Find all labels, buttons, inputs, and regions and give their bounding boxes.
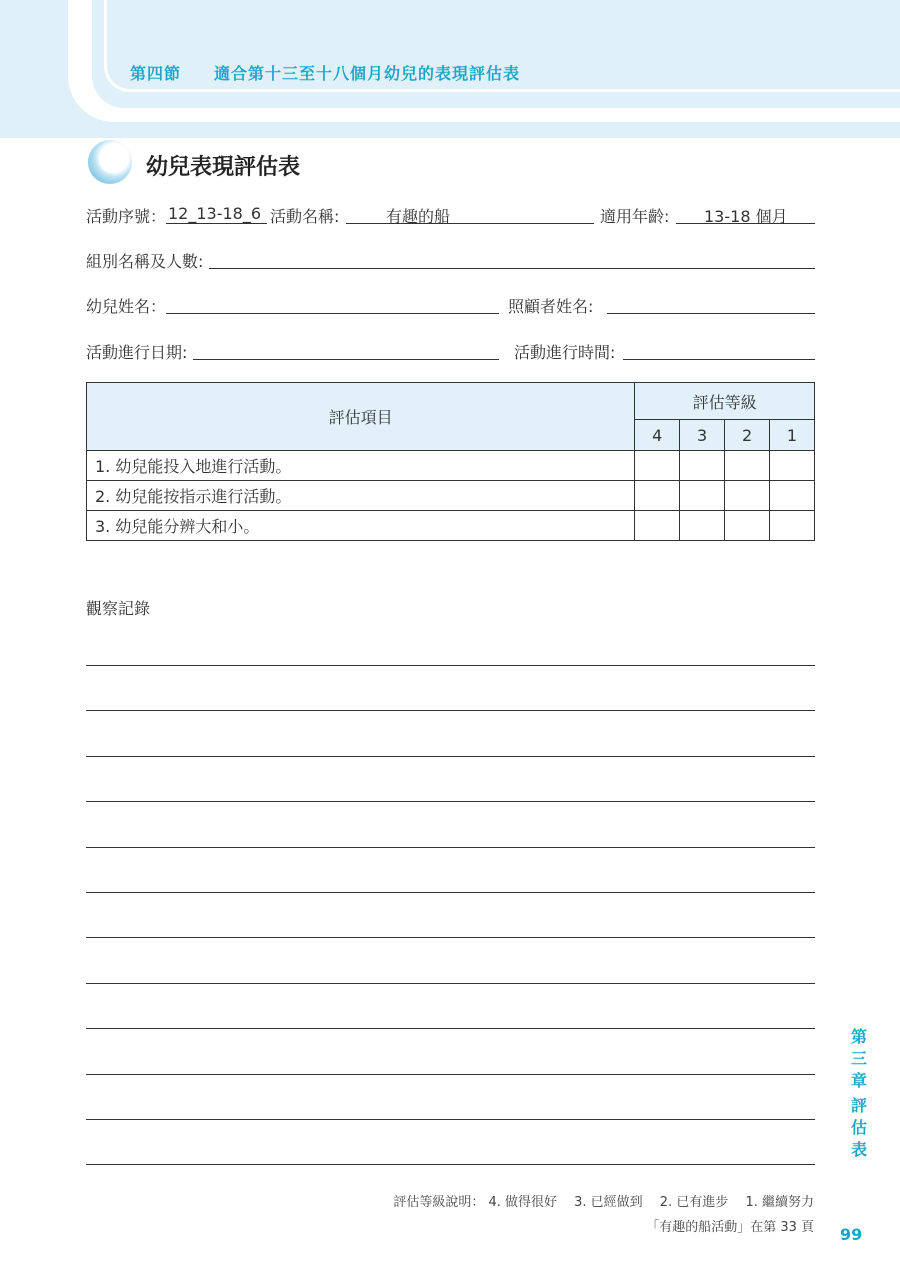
- grade-cell[interactable]: [770, 481, 815, 511]
- observation-line[interactable]: [86, 983, 815, 984]
- grade-4-header: 4: [635, 420, 680, 451]
- time-label: 活動進行時間:: [514, 343, 616, 362]
- age-field[interactable]: 13-18 個月: [676, 204, 815, 224]
- bubble-highlight: [99, 147, 125, 173]
- group-label: 組別名稱及人數:: [86, 252, 204, 271]
- section-label: 第四節: [130, 64, 182, 83]
- item-2: 2. 幼兒能按指示進行活動。: [87, 481, 635, 511]
- observation-line[interactable]: [86, 1028, 815, 1029]
- group-field[interactable]: [209, 249, 815, 269]
- item-3: 3. 幼兒能分辨大和小。: [87, 511, 635, 541]
- activity-no-field[interactable]: 12_13-18_6: [166, 204, 267, 224]
- grade-legend: 評估等級說明： 4. 做得很好 3. 已經做到 2. 已有進步 1. 繼續努力: [393, 1195, 814, 1210]
- grade-1-header: 1: [770, 420, 815, 451]
- grade-cell[interactable]: [725, 451, 770, 481]
- section-title: 適合第十三至十八個月幼兒的表現評估表: [214, 64, 521, 83]
- table-row: [87, 481, 815, 511]
- observation-line[interactable]: [86, 1164, 815, 1165]
- topic-char: 表: [850, 1140, 867, 1159]
- activity-name-field[interactable]: 有趣的船: [346, 204, 594, 224]
- observation-line[interactable]: [86, 1119, 815, 1120]
- chapter-char: 三: [850, 1049, 867, 1068]
- chapter-char: 章: [850, 1071, 867, 1090]
- item-header: 評估項目: [87, 383, 635, 451]
- grade-cell[interactable]: [725, 511, 770, 541]
- observation-line[interactable]: [86, 937, 815, 938]
- caregiver-label: 照顧者姓名:: [508, 297, 594, 316]
- grade-cell[interactable]: [680, 511, 725, 541]
- activity-reference: 「有趣的船活動」在第 33 頁: [646, 1220, 814, 1235]
- observation-line[interactable]: [86, 710, 815, 711]
- grade-2-header: 2: [725, 420, 770, 451]
- chapter-label: [848, 1026, 870, 1092]
- observation-line[interactable]: [86, 801, 815, 802]
- item-1: 1. 幼兒能投入地進行活動。: [87, 451, 635, 481]
- date-field[interactable]: [193, 340, 499, 360]
- grade-cell[interactable]: [770, 451, 815, 481]
- observation-line[interactable]: [86, 756, 815, 757]
- observation-label: 觀察記錄: [86, 599, 151, 618]
- table-row: [87, 511, 815, 541]
- topic-label: [848, 1095, 870, 1161]
- date-label: 活動進行日期:: [86, 343, 188, 362]
- table-row: [87, 451, 815, 481]
- grade-cell[interactable]: [635, 481, 680, 511]
- activity-no-label: 活動序號：: [86, 207, 167, 226]
- child-name-label: 幼兒姓名：: [86, 297, 167, 316]
- observation-line[interactable]: [86, 1074, 815, 1075]
- chapter-char: 第: [850, 1027, 867, 1046]
- age-label: 適用年齡:: [600, 207, 670, 226]
- grade-cell[interactable]: [635, 511, 680, 541]
- grade-cell[interactable]: [680, 481, 725, 511]
- activity-name-label: 活動名稱:: [270, 207, 340, 226]
- child-name-field[interactable]: [166, 294, 499, 314]
- grade-header: 評估等級: [635, 383, 815, 420]
- caregiver-field[interactable]: [607, 294, 815, 314]
- grade-3-header: 3: [680, 420, 725, 451]
- grade-cell[interactable]: [770, 511, 815, 541]
- page-number: 99: [840, 1225, 863, 1244]
- topic-char: 評: [850, 1096, 867, 1115]
- grade-cell[interactable]: [680, 451, 725, 481]
- evaluation-table: [86, 382, 815, 541]
- grade-cell[interactable]: [725, 481, 770, 511]
- topic-char: 估: [850, 1118, 867, 1137]
- grade-cell[interactable]: [635, 451, 680, 481]
- observation-line[interactable]: [86, 665, 815, 666]
- time-field[interactable]: [623, 340, 815, 360]
- observation-line[interactable]: [86, 847, 815, 848]
- page-title: 幼兒表現評估表: [146, 155, 301, 180]
- observation-line[interactable]: [86, 892, 815, 893]
